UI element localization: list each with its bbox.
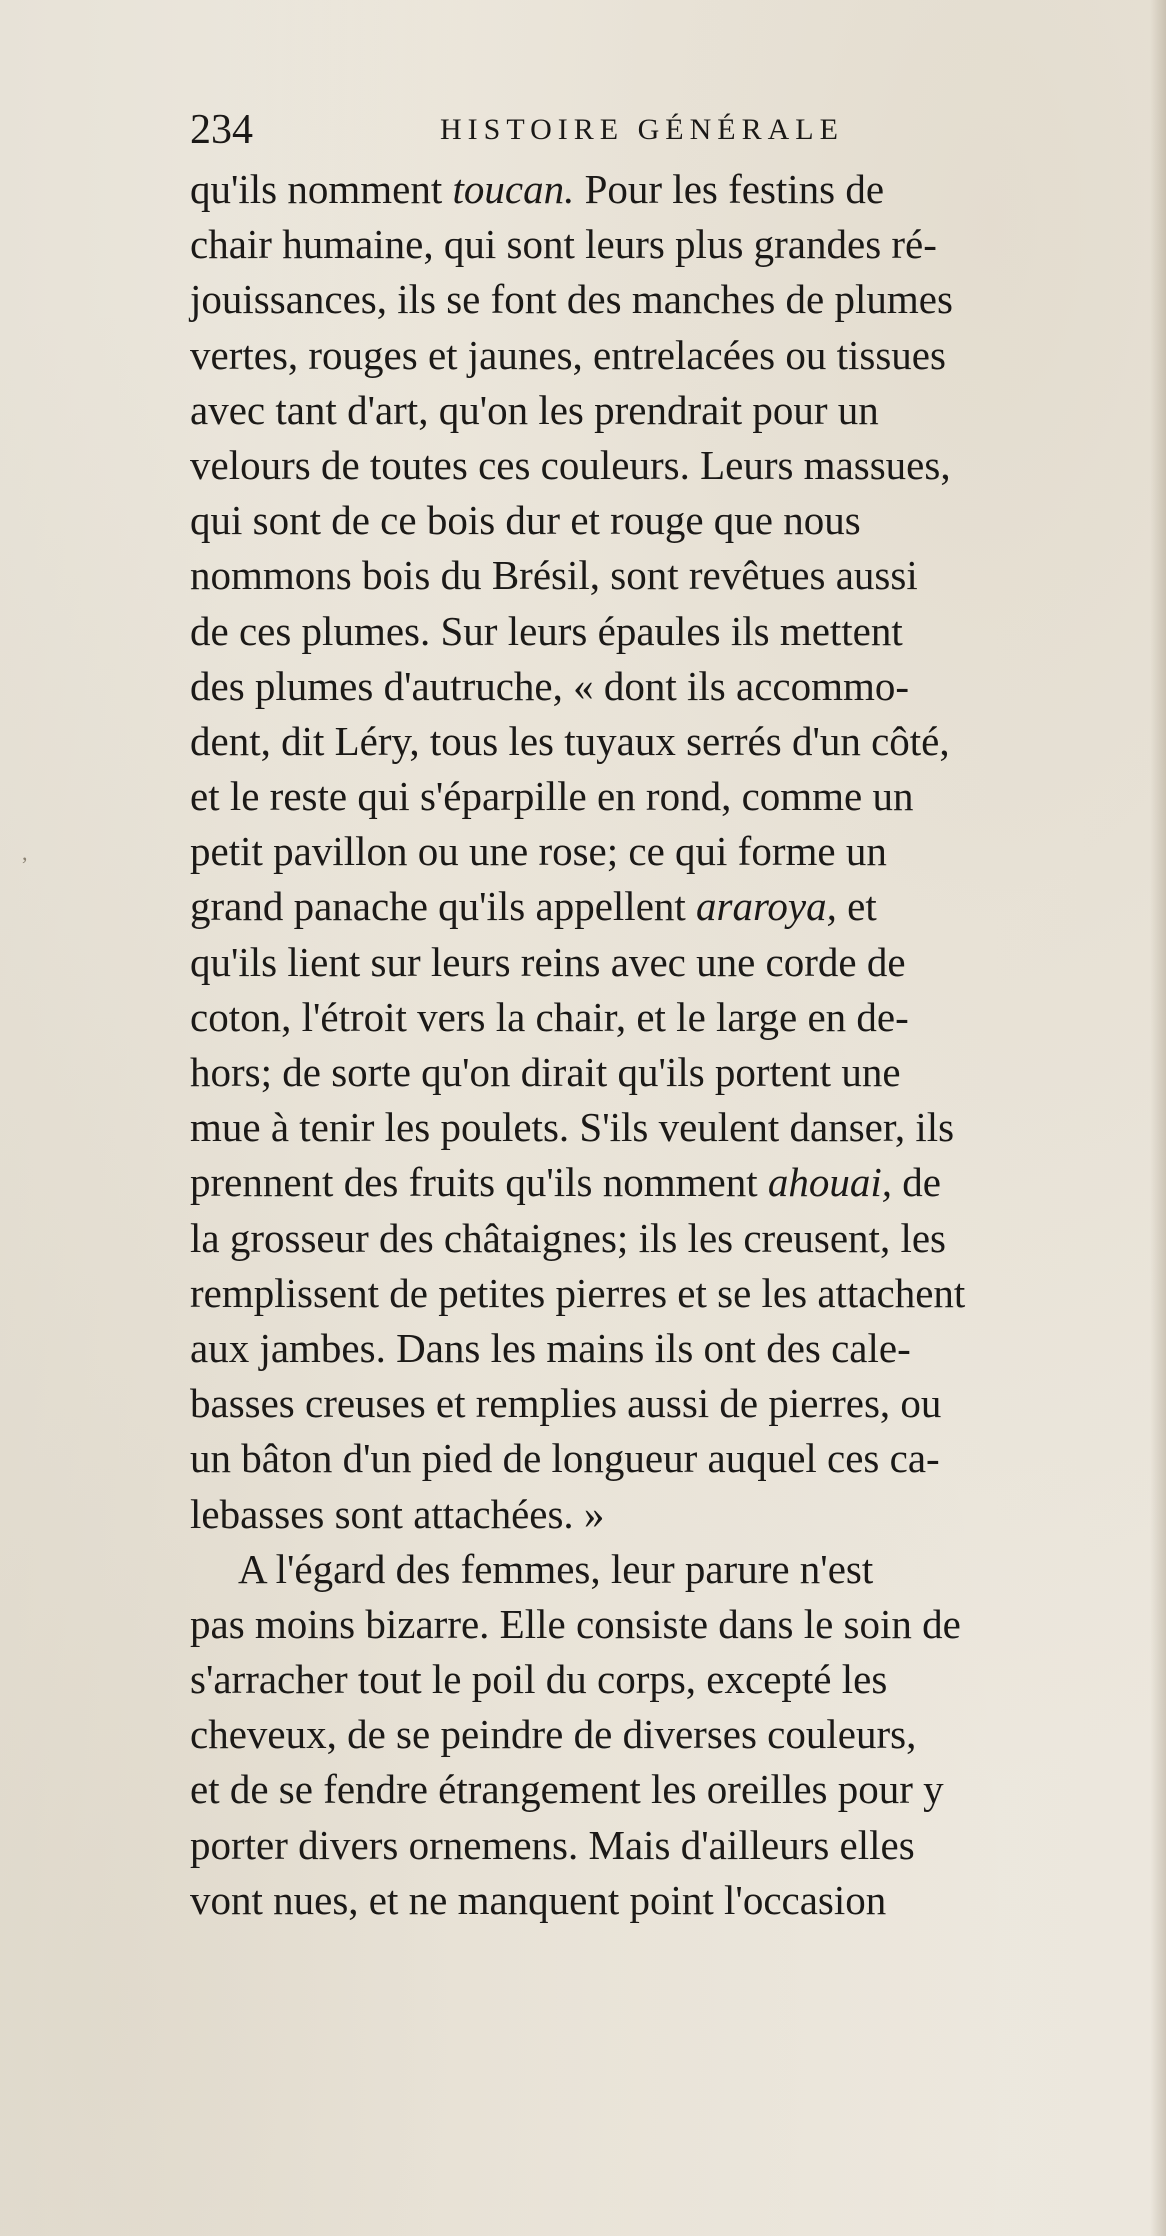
text-line-content: basses creuses et remplies aussi de pierres, ou bbox=[190, 1380, 942, 1427]
text-line-content: cheveux, de se peindre de diverses couleurs, bbox=[190, 1711, 917, 1758]
text-line-content: un bâton d'un pied de longueur auquel ces ca- bbox=[190, 1435, 940, 1482]
text-line bbox=[190, 604, 1158, 659]
text-line-content: nommons bois du Brésil, sont revêtues aussi bbox=[190, 552, 918, 599]
text-line-continuation: Pour les festins de bbox=[574, 166, 885, 212]
text-line-content: s'arracher tout le poil du corps, excepté les bbox=[190, 1656, 888, 1703]
text-line-content: vertes, rouges et jaunes, entrelacées ou tissues bbox=[190, 331, 946, 378]
text-line-content: mue à tenir les poulets. S'ils veulent danser, ils bbox=[190, 1104, 955, 1151]
text-line bbox=[190, 1321, 1158, 1376]
text-line bbox=[190, 1155, 1158, 1210]
text-line-content: de ces plumes. Sur leurs épaules ils mettent bbox=[190, 607, 903, 654]
text-line-content: grand panache qu'ils appellent bbox=[190, 883, 697, 930]
text-line-content: pas moins bizarre. Elle consiste dans le soin de bbox=[190, 1600, 961, 1647]
text-line-content: coton, l'étroit vers la chair, et le large en de- bbox=[190, 993, 909, 1040]
text-line-content: vont nues, et ne manquent point l'occasion bbox=[190, 1876, 887, 1923]
italic-term: toucan. bbox=[452, 166, 575, 212]
text-line-content: porter divers ornemens. Mais d'ailleurs elles bbox=[190, 1821, 915, 1868]
text-line bbox=[190, 1266, 1158, 1321]
text-line bbox=[190, 328, 1158, 383]
text-line-content: A l'égard des femmes, leur parure n'est bbox=[238, 1545, 874, 1592]
text-line bbox=[190, 438, 1158, 493]
text-line bbox=[190, 879, 1158, 934]
italic-term: ahouai, bbox=[767, 1159, 893, 1206]
text-line-content: velours de toutes ces couleurs. Leurs massues, bbox=[190, 441, 951, 488]
italic-term: araroya, bbox=[696, 883, 837, 930]
text-line bbox=[190, 1542, 1158, 1597]
text-line bbox=[190, 1100, 1158, 1155]
text-line bbox=[190, 1873, 1158, 1928]
running-title: HISTOIRE GÉNÉRALE bbox=[440, 113, 844, 146]
text-line bbox=[190, 1431, 1158, 1486]
text-line-content: et le reste qui s'éparpille en rond, comme un bbox=[190, 773, 914, 820]
text-line bbox=[190, 383, 1158, 438]
text-line bbox=[190, 162, 1158, 217]
text-line bbox=[190, 769, 1158, 824]
text-line bbox=[190, 1762, 1158, 1817]
body-text bbox=[190, 162, 1158, 1928]
text-line-content: hors; de sorte qu'on dirait qu'ils portent une bbox=[190, 1049, 901, 1095]
text-line-content: jouissances, ils se font des manches de plumes bbox=[190, 276, 953, 323]
text-line-content: lebasses sont attachées. » bbox=[190, 1490, 605, 1537]
text-line-content: qu'ils nomment bbox=[190, 166, 453, 212]
text-line-content: dent, dit Léry, tous les tuyaux serrés d'un côté, bbox=[190, 717, 950, 764]
text-line bbox=[190, 217, 1158, 272]
text-line-continuation: et bbox=[836, 883, 877, 930]
text-line bbox=[190, 1707, 1158, 1762]
ink-speck: , bbox=[22, 840, 28, 865]
text-line-content: chair humaine, qui sont leurs plus grandes ré- bbox=[190, 221, 937, 268]
text-line-content: la grosseur des châtaignes; ils les creusent, les bbox=[190, 1214, 946, 1261]
page-header bbox=[190, 100, 970, 160]
text-line-continuation: de bbox=[892, 1159, 941, 1206]
text-line-content: prennent des fruits qu'ils nomment bbox=[190, 1159, 768, 1206]
page-edge-shadow bbox=[1150, 0, 1166, 2236]
page-number: 234 bbox=[190, 107, 253, 153]
text-line bbox=[190, 824, 1158, 879]
text-line bbox=[190, 935, 1158, 990]
text-line bbox=[190, 1597, 1158, 1652]
text-line bbox=[190, 1211, 1158, 1266]
text-line bbox=[190, 1376, 1158, 1431]
text-line bbox=[190, 1818, 1158, 1873]
text-line bbox=[190, 1487, 1158, 1542]
text-line bbox=[190, 548, 1158, 603]
text-line-content: avec tant d'art, qu'on les prendrait pour un bbox=[190, 386, 879, 433]
text-line-content: et de se fendre étrangement les oreilles pour y bbox=[190, 1766, 944, 1813]
text-line bbox=[190, 990, 1158, 1045]
text-line-content: des plumes d'autruche, « dont ils accommo- bbox=[190, 662, 910, 709]
text-line bbox=[190, 493, 1158, 548]
text-line-content: remplissent de petites pierres et se les attachent bbox=[190, 1269, 966, 1316]
text-line-content: qu'ils lient sur leurs reins avec une corde de bbox=[190, 938, 906, 985]
text-line-content: aux jambes. Dans les mains ils ont des cale- bbox=[190, 1324, 911, 1371]
text-line bbox=[190, 272, 1158, 327]
text-line bbox=[190, 1045, 1158, 1100]
text-line bbox=[190, 1652, 1158, 1707]
text-line-content: qui sont de ce bois dur et rouge que nous bbox=[190, 497, 861, 544]
text-line bbox=[190, 714, 1158, 769]
text-line-content: petit pavillon ou une rose; ce qui forme un bbox=[190, 828, 887, 875]
text-line bbox=[190, 659, 1158, 714]
